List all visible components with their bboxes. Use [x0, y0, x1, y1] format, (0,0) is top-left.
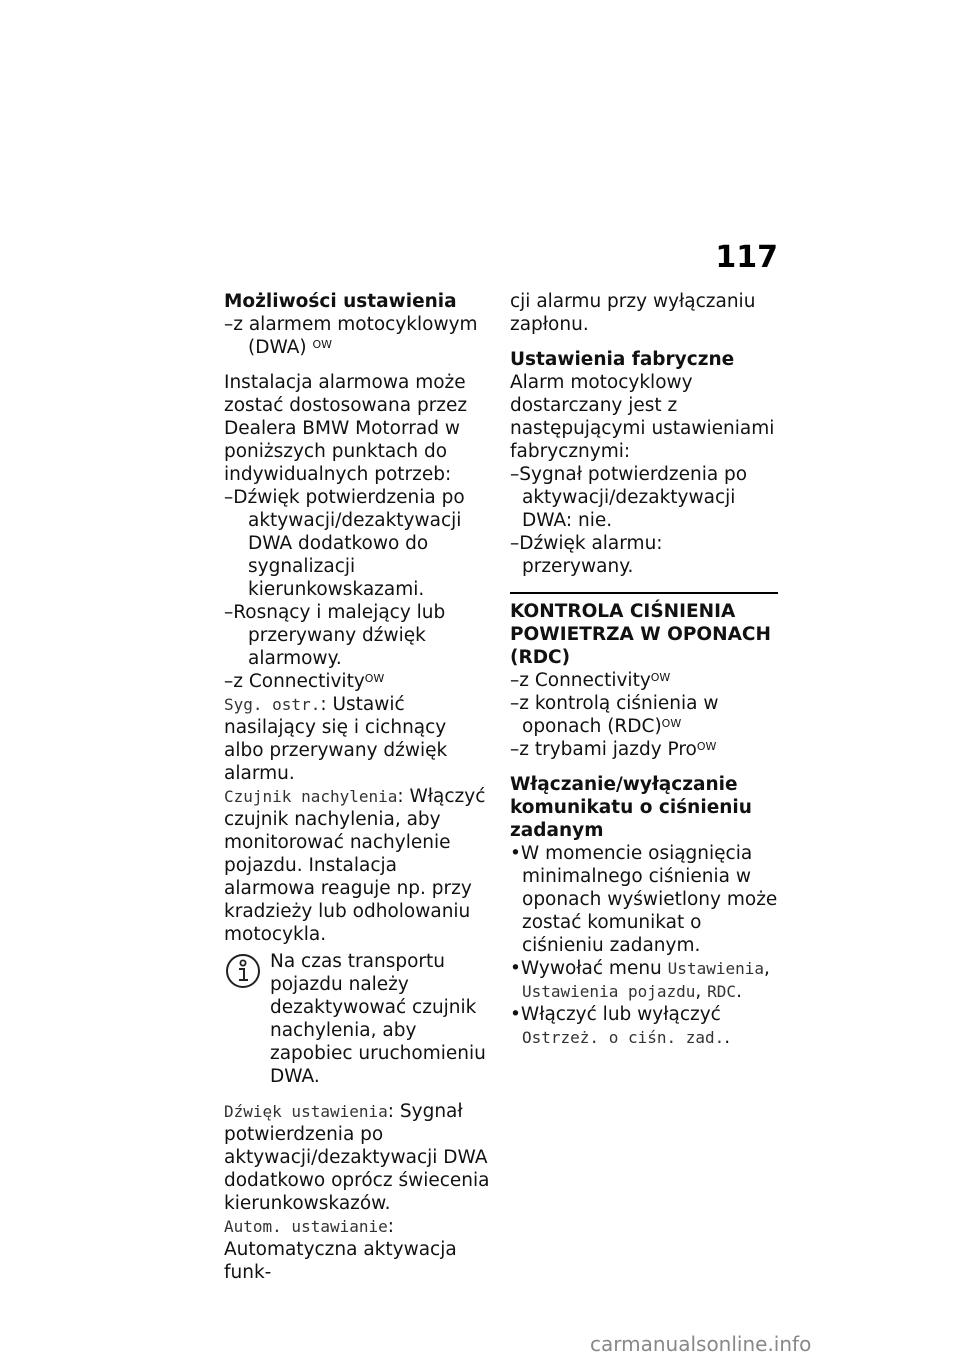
- heading-factory-settings: Ustawienia fabryczne: [510, 349, 735, 370]
- menu-term-auto-setting: Autom. ustawianie: [224, 1217, 388, 1236]
- ow-marker: OW: [696, 740, 717, 753]
- heading-toggle-warning: Włączanie/wyłączanie komunikatu o ciśnieniu zadanym: [510, 774, 752, 841]
- rdc-requirement-riding-modes: –z trybami jazdy Pro$^{OW}$: [510, 739, 717, 760]
- menu-term-settings: Ustawienia: [667, 959, 764, 978]
- menu-term-tilt-sensor: Czujnik nachylenia: [224, 787, 398, 806]
- factory-item-confirm: –Sygnał potwierdzenia po aktywacji/dezaktywacji DWA: nie.: [510, 464, 748, 531]
- note-text: Na czas transportu pojazdu należy dezaktywować czujnik nachylenia, aby zapobiec uruchomieniu DWA.: [270, 951, 486, 1087]
- page-number: 117: [715, 240, 778, 275]
- menu-term-sound-settings: Dźwięk ustawienia: [224, 1102, 388, 1121]
- heading-settings-options: Możliwości ustawienia: [224, 291, 457, 312]
- menu-term-rdc: RDC: [707, 982, 737, 1001]
- dash-item-confirm-sound: –Dźwięk potwierdzenia po aktywacji/dezaktywacji DWA dodatkowo do sygnalizacji kierunkowskazami.: [224, 487, 465, 600]
- rdc-requirement-rdc: –z kontrolą ciśnienia w oponach (RDC)$^{OW}$: [510, 693, 719, 737]
- ow-marker: OW: [312, 338, 333, 351]
- intro-paragraph: Instalacja alarmowa może zostać dostosowana przez Dealera BMW Motorrad w poniższych punktach do indywidualnych potrzeb:: [224, 372, 468, 485]
- bullet-item-toggle: •Włączyć lub wyłączyć Ostrzeż. o ciśn. zad..: [510, 1004, 731, 1048]
- info-note: [224, 950, 490, 1088]
- watermark-link[interactable]: carmanualsonline.info: [590, 1332, 812, 1356]
- dash-item-alarm-sound: –Rosnący i malejący lub przerywany dźwięk alarmowy.: [224, 602, 446, 669]
- factory-paragraph: Alarm motocyklowy dostarczany jest z następującymi ustawieniami fabrycznymi:: [510, 372, 775, 462]
- left-column: [224, 290, 490, 1284]
- menu-term-pressure-warning: Ostrzeż. o ciśn. zad.: [522, 1028, 725, 1047]
- dwa-requirement: –z alarmem motocyklowym (DWA) $^{OW}$: [224, 314, 478, 358]
- connectivity-requirement: –z Connectivity$^{OW}$: [224, 671, 385, 692]
- ow-marker: OW: [650, 671, 671, 684]
- section-divider: [510, 592, 778, 594]
- menu-term-vehicle-settings: Ustawienia pojazdu: [522, 982, 696, 1001]
- right-column: [510, 290, 778, 1049]
- sound-settings-paragraph: Dźwięk ustawienia: Sygnał potwierdzenia po aktywacji/dezaktywacji DWA dodatkowo oprócz świecenia kierunkowskazów.: [224, 1101, 490, 1214]
- section-title-rdc: KONTROLA CIŚNIENIA POWIETRZA W OPONACH (RDC): [510, 601, 771, 668]
- ow-marker: OW: [661, 717, 682, 730]
- bullet-item-min-pressure: •W momencie osiągnięcia minimalnego ciśnienia w oponach wyświetlony może zostać komunikat o ciśnieniu zadanym.: [510, 843, 778, 956]
- auto-setting-paragraph: Autom. ustawianie: Automatyczna aktywacja funk-: [224, 1216, 457, 1283]
- bullet-item-open-menu: •Wywołać menu Ustawienia, Ustawienia pojazdu, RDC.: [510, 958, 770, 1002]
- continued-text: cji alarmu przy wyłączaniu zapłonu.: [510, 291, 756, 335]
- alarm-signal-paragraph: Syg. ostr.: Ustawić nasilający się i cichnący albo przerywany dźwięk alarmu.: [224, 694, 448, 784]
- tilt-sensor-paragraph: Czujnik nachylenia: Włączyć czujnik nachylenia, aby monitorować nachylenie pojazdu. Instalacja alarmowa reaguje np. przy kradzieży lub odholowaniu motocykla.: [224, 786, 486, 945]
- factory-item-alarm: –Dźwięk alarmu: przerywany.: [510, 533, 663, 577]
- ow-marker: OW: [364, 672, 385, 685]
- rdc-requirement-connectivity: –z Connectivity$^{OW}$: [510, 670, 671, 691]
- menu-term-alarm-signal: Syg. ostr.: [224, 695, 321, 714]
- info-icon: [224, 952, 262, 990]
